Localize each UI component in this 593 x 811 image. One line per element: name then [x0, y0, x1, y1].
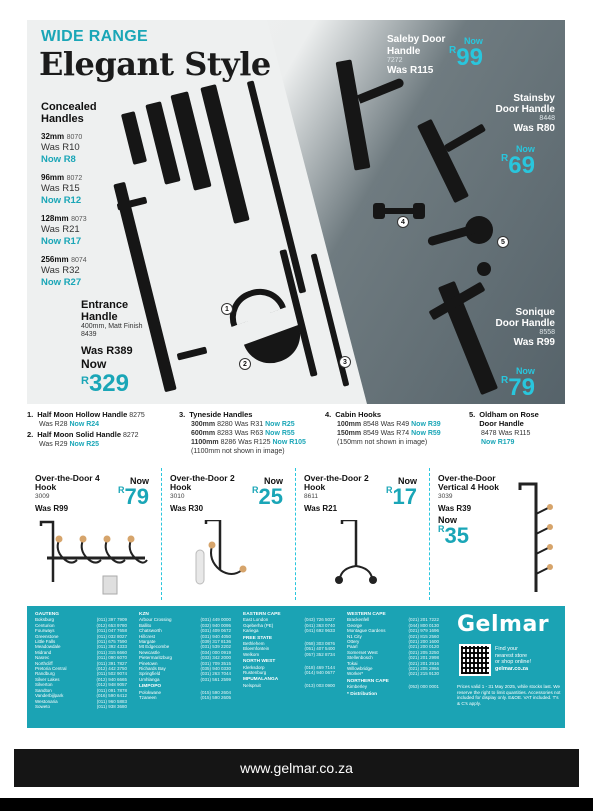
- hook-card-title: Over-the-Door 4 Hook: [35, 473, 100, 493]
- store-phone: (031) 940 4050: [200, 633, 231, 639]
- over-door-2-hook-image: [168, 520, 286, 596]
- store-phone: (057) 352 8734: [304, 651, 335, 657]
- store-phone: (021) 205 2966: [408, 666, 439, 672]
- sonique-was: Was R99: [513, 337, 555, 349]
- store-phone: (031) 409 0672: [200, 628, 231, 634]
- website-url-bar[interactable]: www.gelmar.co.za: [14, 749, 579, 787]
- store-name: Pinetown: [139, 660, 158, 666]
- store-column-2: [139, 610, 231, 701]
- store-name: Klerksdorp: [243, 664, 265, 670]
- hook-card-price: Now $^R$79: [118, 476, 149, 509]
- over-door-2-hook-b-image: [302, 520, 420, 596]
- store-name: N1 City: [347, 633, 362, 639]
- store-phone: (018) 469 7144: [304, 664, 335, 670]
- entrance-handle-now: Now: [81, 356, 107, 371]
- store-phone: (012) 948 9057: [96, 682, 127, 688]
- store-name: Vanderbijlpark: [35, 693, 64, 699]
- entrance-handle-label: [81, 300, 142, 396]
- store-phone: (035) 940 0330: [200, 666, 231, 672]
- store-row: [243, 683, 335, 688]
- store-phone: (012) 442 3750: [96, 666, 127, 672]
- hook-card-sku: 8611: [304, 492, 318, 500]
- store-phone: (015) 590 2605: [200, 695, 231, 701]
- store-region-heading: EASTERN CAPE: [243, 612, 281, 617]
- cabin-hook-end-left: [373, 203, 385, 219]
- store-row: [139, 677, 231, 682]
- entrance-handle-name: Entrance Handle: [81, 299, 129, 323]
- store-phone: (039) 317 8136: [200, 639, 231, 645]
- store-name: Pietermaritzburg: [139, 655, 173, 661]
- store-region-heading: WESTERN CAPE: [347, 612, 386, 617]
- store-name: Umhlanga: [139, 676, 160, 682]
- hero-banner: [27, 20, 565, 404]
- hook-card-title: Over-the-Door Vertical 4 Hook: [438, 473, 499, 493]
- store-name: Pretoria Central: [35, 666, 67, 672]
- concealed-row-32: 32mm 8070 Was R10 Now R8: [41, 132, 83, 166]
- store-phone: (021) 979 1696: [408, 628, 439, 634]
- store-row: [243, 652, 335, 657]
- store-row: [139, 695, 231, 700]
- store-phone: (031) 709 3515: [200, 660, 231, 666]
- store-name: Mt Edgecombe: [139, 644, 170, 650]
- store-phone: (011) 675 7590: [96, 639, 127, 645]
- hook-card-was: Was R21: [304, 503, 338, 513]
- entrance-handle-was: Was R389: [81, 345, 133, 358]
- stainsby-name: Stainsby Door Handle: [495, 93, 555, 115]
- gelmar-logo: Gelmar: [457, 612, 550, 637]
- store-phone: (031) 263 7044: [200, 671, 231, 677]
- hook-card-title: Over-the-Door 2 Hook: [304, 473, 369, 493]
- store-phone: (011) 960 5883: [96, 698, 127, 704]
- eyebrow-heading: WIDE RANGE: [41, 28, 148, 45]
- stainsby-label: [495, 94, 555, 135]
- store-phone: (043) 726 5027: [304, 617, 335, 623]
- listing-oldham: 5. Oldham on Rose Door Handle 8478 Was R115 Now R179: [469, 410, 539, 446]
- store-name: Bloemfontein: [243, 646, 270, 652]
- store-phone: (011) 502 9074: [96, 671, 127, 677]
- store-phone: (041) 692 9633: [304, 628, 335, 634]
- saleby-label: [387, 34, 451, 77]
- qr-code-icon[interactable]: [459, 644, 491, 676]
- store-region-heading: KZN: [139, 612, 149, 617]
- saleby-was: Was R115: [387, 65, 434, 77]
- store-name: Midrand: [35, 649, 52, 655]
- store-name: Gqeberha (PE): [243, 622, 274, 628]
- listing-half-moon: 1. Half Moon Hollow Handle 8275 Was R28 Now R24 2. Half Moon Solid Handle 8272 Was R29 Now R25: [27, 410, 145, 448]
- terms-text: Prices valid 1 - 31 May 2025, while stocks last. We reserve the right to limit quantities. Accessories not included for display only. E&OE. VAT included. T's & C's apply.: [457, 684, 561, 706]
- store-name: Tokai: [347, 660, 358, 666]
- saleby-price-burst: Now $^R$99: [449, 36, 483, 71]
- hook-card-title: Over-the-Door 2 Hook: [170, 473, 235, 493]
- store-phone: (058) 303 0876: [304, 641, 335, 647]
- store-phone: (016) 590 6412: [96, 693, 127, 699]
- hook-card-sku: 3039: [438, 492, 453, 500]
- store-name: Nasrec: [35, 655, 50, 661]
- store-phone: (044) 800 0130: [408, 622, 439, 628]
- store-row: [347, 671, 439, 676]
- store-name: Randburg: [35, 671, 55, 677]
- stainsby-sku: 8448: [539, 115, 555, 122]
- store-column-1: [35, 610, 127, 709]
- entrance-handle-sub: 400mm, Matt Finish 8439: [81, 323, 143, 339]
- store-name: Meadowdale: [35, 644, 61, 650]
- store-directory: [27, 606, 565, 728]
- store-name: Northcliff: [35, 660, 53, 666]
- store-phone: (015) 590 2604: [200, 689, 231, 695]
- store-region-heading: LIMPOPO: [139, 684, 162, 690]
- hook-card-was: Was R99: [35, 503, 69, 513]
- bottom-strip: [0, 798, 593, 811]
- store-region-heading: NORTHERN CAPE: [347, 678, 389, 684]
- store-row: [347, 684, 439, 689]
- stainsby-was: Was R80: [513, 123, 555, 135]
- store-phone: (021) 200 1600: [408, 639, 439, 645]
- store-name: Sandton: [35, 687, 52, 693]
- hook-card-was: Was R30: [170, 503, 204, 513]
- store-phone: (031) 449 0000: [200, 617, 231, 623]
- store-phone: (011) 397 7909: [96, 617, 127, 623]
- store-phone: (051) 407 5400: [304, 646, 335, 652]
- sonique-price-burst: Now $^R$79: [501, 366, 535, 401]
- store-name: Somerset West: [347, 649, 378, 655]
- store-name: Arbour Crossing: [139, 617, 172, 623]
- store-name: Boksburg: [35, 617, 55, 623]
- store-name: Rustenburg: [243, 670, 267, 676]
- sonique-label: [495, 308, 555, 349]
- store-region-heading: GAUTENG: [35, 612, 59, 617]
- store-name: Paarl: [347, 644, 358, 650]
- store-region-heading: MPUMALANGA: [243, 677, 279, 683]
- hook-card-price: Now $^R$25: [252, 476, 283, 509]
- concealed-row-256: 256mm 8074 Was R32 Now R27: [41, 254, 87, 288]
- store-phone: (031) 561 2599: [200, 676, 231, 682]
- gelmar-website-link[interactable]: gelmar.co.za: [495, 665, 529, 672]
- store-phone: (012) 940 6665: [96, 676, 127, 682]
- hook-card-sku: 3009: [35, 492, 50, 500]
- store-name: Polokwane: [139, 689, 162, 695]
- store-phone: (014) 940 0677: [304, 670, 335, 676]
- sonique-name: Sonique Door Handle: [495, 307, 555, 329]
- page-title: Elegant Style: [39, 45, 271, 83]
- store-name: Soweto: [35, 703, 51, 709]
- store-phone: (011) 315 6660: [96, 649, 127, 655]
- store-row: [243, 628, 335, 633]
- store-name: Brackenfell: [347, 617, 370, 623]
- hook-card-1: [27, 468, 157, 600]
- marker-5: 5: [497, 236, 509, 248]
- store-phone: (011) 090 6070: [96, 655, 127, 661]
- concealed-row-96: 96mm 8072 Was R15 Now R12: [41, 172, 83, 206]
- store-phone: (011) 091 7878: [96, 687, 127, 693]
- store-name: Stellenbosch: [347, 655, 373, 661]
- store-phone: (031) 539 2202: [200, 644, 231, 650]
- store-name: Tzaneen: [139, 695, 157, 701]
- store-name: Welkom: [243, 651, 260, 657]
- store-name: East London: [243, 617, 269, 623]
- store-name: Silverton: [35, 682, 53, 688]
- listing-tyneside: 3. Tyneside Handles 300mm 8280 Was R31 Now R25 600mm 8283 Was R63 Now R55 1100mm 8286 Was R125 Now R105 (1100mm not shown in image): [179, 410, 306, 455]
- hook-card-4: [429, 468, 565, 600]
- store-phone: (021) 201 2916: [408, 660, 439, 666]
- store-name: Hillcrest: [139, 633, 156, 639]
- store-name: Nelspruit: [243, 682, 261, 688]
- hook-card-2: [161, 468, 291, 600]
- find-store-text: Find your nearest store or shop online! gelmar.co.za: [495, 646, 532, 672]
- store-phone: (021) 215 9130: [408, 671, 439, 677]
- store-phone: (053) 000 0001: [408, 684, 439, 690]
- store-name: Kimberley: [347, 684, 368, 690]
- marker-1: 1: [221, 303, 233, 315]
- saleby-name: Saleby Door Handle: [387, 34, 446, 57]
- store-row: [35, 704, 127, 709]
- concealed-row-128: 128mm 8073 Was R21 Now R17: [41, 213, 87, 247]
- saleby-sku: 7272: [387, 57, 403, 64]
- stainsby-price-burst: Now $^R$69: [501, 144, 535, 179]
- store-name: Little Falls: [35, 639, 56, 645]
- store-name: Willowbridge: [347, 666, 373, 672]
- hook-card-3: [295, 468, 425, 600]
- store-phone: (034) 000 0919: [200, 649, 231, 655]
- store-region-heading: * Distribution: [347, 691, 378, 697]
- store-name: Fourways: [35, 628, 55, 634]
- store-phone: (032) 940 0095: [200, 622, 231, 628]
- concealed-handles-label: [41, 102, 101, 289]
- store-name: Montague Gardens: [347, 628, 386, 634]
- store-row: [243, 670, 335, 675]
- store-name: Chatsworth: [139, 628, 162, 634]
- store-name: Newcastle: [139, 649, 160, 655]
- over-door-vertical-hook-image: [506, 480, 560, 598]
- store-name: Centurion: [35, 622, 55, 628]
- store-name: Kariega: [243, 628, 259, 634]
- marker-2: 2: [239, 358, 251, 370]
- hook-card-price: Now $^R$17: [386, 476, 417, 509]
- store-name: Bethlehem: [243, 641, 265, 647]
- store-phone: (011) 047 7658: [96, 628, 127, 634]
- cabin-hook-end-right: [413, 203, 425, 219]
- store-name: Westonaria: [35, 698, 58, 704]
- store-name: Richards Bay: [139, 666, 166, 672]
- product-listing: [27, 410, 565, 465]
- store-phone: (021) 200 0120: [408, 644, 439, 650]
- store-name: Ottery: [347, 639, 360, 645]
- store-region-heading: NORTH WEST: [243, 659, 276, 665]
- marker-3: 3: [339, 356, 351, 368]
- store-phone: (011) 032 8027: [96, 633, 127, 639]
- oldham-escutcheon-image: [477, 262, 491, 276]
- store-name: Margate: [139, 639, 156, 645]
- store-name: George: [347, 622, 363, 628]
- store-name: Greenstone: [35, 633, 59, 639]
- hook-card-was: Was R39: [438, 503, 472, 513]
- hook-card-price: Now $^R$35: [438, 514, 469, 548]
- store-phone: (012) 653 9780: [96, 622, 127, 628]
- store-column-4: [347, 610, 439, 697]
- store-phone: (021) 815 2560: [408, 633, 439, 639]
- store-phone: (021) 201 7222: [408, 617, 439, 623]
- listing-cabin-hooks: 4. Cabin Hooks 100mm 8548 Was R49 Now R39 150mm 8549 Was R74 Now R59 (150mm not shown in image): [325, 410, 441, 446]
- store-phone: (011) 392 4333: [96, 644, 127, 650]
- store-region-heading: FREE STATE: [243, 635, 273, 641]
- store-phone: (013) 003 0900: [304, 682, 335, 688]
- store-phone: (011) 938 3680: [96, 703, 127, 709]
- store-phone: (041) 363 0740: [304, 622, 335, 628]
- store-phone: (011) 391 7827: [96, 660, 127, 666]
- store-phone: (021) 205 3250: [408, 649, 439, 655]
- store-name: Springfield: [139, 671, 161, 677]
- store-phone: (021) 201 2998: [408, 655, 439, 661]
- hook-cards: [27, 468, 565, 600]
- store-phone: (033) 342 2000: [200, 655, 231, 661]
- store-name: Ballito: [139, 622, 152, 628]
- marker-4: 4: [397, 216, 409, 228]
- hook-card-sku: 3010: [170, 492, 185, 500]
- store-name: Silver Lakes: [35, 676, 60, 682]
- store-column-3: [243, 610, 335, 688]
- entrance-handle-price: R329: [81, 369, 129, 397]
- sonique-sku: 8558: [539, 329, 555, 336]
- concealed-handles-name: Concealed Handles: [41, 101, 97, 125]
- over-door-4-hook-image: [33, 520, 151, 596]
- store-name: Worker*: [347, 671, 364, 677]
